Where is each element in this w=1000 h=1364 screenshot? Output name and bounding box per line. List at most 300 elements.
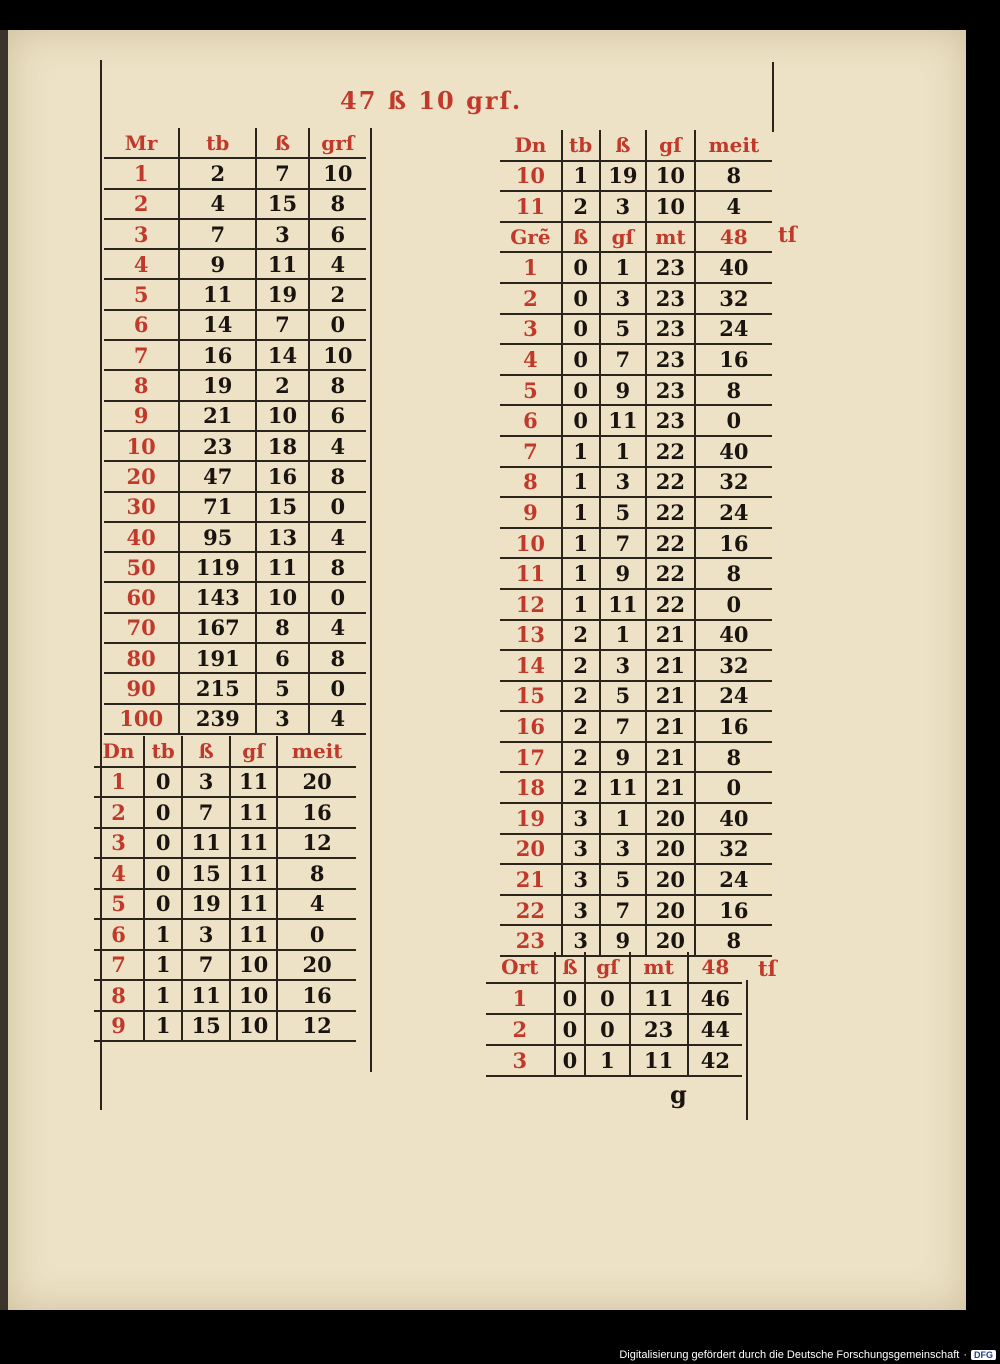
table-row	[94, 919, 356, 950]
column-header: tb	[562, 130, 600, 161]
table-cell: 7	[600, 895, 647, 926]
table-cell: 1	[144, 919, 182, 950]
row-label: 8	[500, 467, 562, 498]
table-row	[486, 1045, 742, 1076]
column-header: Mr	[104, 128, 179, 158]
footer-separator: ·	[963, 1349, 967, 1361]
table-row	[500, 803, 772, 834]
table-cell: 3	[600, 834, 647, 865]
table-cell: 215	[179, 673, 256, 703]
table-cell: 2	[562, 681, 600, 712]
table-cell: 8	[695, 742, 772, 773]
table-cell: 10	[230, 950, 277, 981]
table-cell: 71	[179, 492, 256, 522]
table-cell: 8	[695, 161, 772, 192]
table-cell: 24	[695, 864, 772, 895]
table-cell: 11	[600, 589, 647, 620]
table-cell: 1	[562, 436, 600, 467]
table-cell: 1	[144, 980, 182, 1011]
table-cell: 22	[646, 558, 694, 589]
row-label: 17	[500, 742, 562, 773]
column-header: mt	[646, 222, 694, 253]
row-label: 20	[104, 461, 179, 491]
right-table-right-rule	[746, 980, 748, 1120]
table-row	[500, 314, 772, 345]
table-cell: 0	[309, 310, 366, 340]
table-cell: 6	[309, 219, 366, 249]
table-cell: 15	[256, 492, 308, 522]
footer-text: Digitalisierung gefördert durch die Deutsche Forschungsgemeinschaft	[619, 1349, 960, 1361]
table-cell: 20	[277, 950, 356, 981]
table-cell: 1	[600, 436, 647, 467]
row-label: 30	[104, 492, 179, 522]
row-label: 5	[94, 889, 144, 920]
column-header: ß	[555, 952, 586, 983]
column-header: mt	[630, 952, 688, 983]
table-cell: 9	[600, 558, 647, 589]
table-row	[500, 772, 772, 803]
row-label: 7	[104, 340, 179, 370]
table-cell: 8	[309, 552, 366, 582]
row-label: 3	[94, 828, 144, 859]
table-cell: 32	[695, 834, 772, 865]
table-cell: 7	[182, 950, 229, 981]
row-label: 13	[500, 620, 562, 651]
table-cell: 10	[646, 191, 694, 222]
table-cell: 0	[144, 828, 182, 859]
table-cell: 11	[230, 828, 277, 859]
table-cell: 4	[179, 189, 256, 219]
table-cell: 2	[179, 158, 256, 188]
table-row	[500, 895, 772, 926]
table-cell: 3	[600, 283, 647, 314]
table-cell: 0	[695, 772, 772, 803]
column-header: tb	[179, 128, 256, 158]
table-cell: 24	[695, 681, 772, 712]
column-header: ß	[182, 736, 229, 767]
table-cell: 32	[695, 283, 772, 314]
table-row	[94, 858, 356, 889]
table-cell: 22	[646, 528, 694, 559]
right-frame-rule	[772, 62, 774, 132]
table-cell: 3	[562, 925, 600, 956]
table-cell: 11	[630, 983, 688, 1014]
table-row	[94, 797, 356, 828]
table-cell: 9	[600, 375, 647, 406]
table-cell: 8	[309, 643, 366, 673]
table-cell: 3	[600, 467, 647, 498]
table-row	[500, 620, 772, 651]
column-header: meit	[695, 130, 772, 161]
table-cell: 167	[179, 613, 256, 643]
table-cell: 10	[309, 158, 366, 188]
row-label: 6	[500, 405, 562, 436]
table-cell: 7	[600, 344, 647, 375]
table-cell: 0	[144, 767, 182, 798]
table-cell: 0	[277, 919, 356, 950]
table-cell: 1	[562, 467, 600, 498]
table-cell: 11	[230, 858, 277, 889]
row-label: 20	[500, 834, 562, 865]
row-label: 3	[500, 314, 562, 345]
table-cell: 18	[256, 431, 308, 461]
table-cell: 21	[646, 742, 694, 773]
table-cell: 1	[600, 252, 647, 283]
table-cell: 3	[600, 650, 647, 681]
table-cell: 16	[277, 980, 356, 1011]
table-row	[104, 582, 366, 612]
table-row	[104, 552, 366, 582]
table-cell: 40	[695, 252, 772, 283]
table-mark-values	[104, 128, 366, 735]
table-cell: 22	[646, 467, 694, 498]
row-label: 8	[94, 980, 144, 1011]
row-label: 10	[104, 431, 179, 461]
table-row	[94, 828, 356, 859]
table-cell: 22	[646, 497, 694, 528]
table-cell: 9	[600, 925, 647, 956]
table-cell: 8	[695, 925, 772, 956]
table-cell: 23	[646, 283, 694, 314]
table-cell: 15	[182, 1011, 229, 1042]
table-cell: 10	[230, 980, 277, 1011]
table4-side-note: tſ	[758, 956, 777, 981]
table-cell: 7	[256, 158, 308, 188]
table-cell: 0	[562, 375, 600, 406]
table-cell: 3	[256, 219, 308, 249]
table-cell: 1	[144, 1011, 182, 1042]
table-row	[104, 461, 366, 491]
row-label: 6	[94, 919, 144, 950]
table-row	[104, 158, 366, 188]
table-cell: 23	[646, 405, 694, 436]
row-label: 18	[500, 772, 562, 803]
table-row	[94, 980, 356, 1011]
table-cell: 9	[600, 742, 647, 773]
column-header: Grẽ	[500, 222, 562, 253]
row-label: 4	[104, 249, 179, 279]
row-label: 16	[500, 711, 562, 742]
table-cell: 0	[144, 858, 182, 889]
table-cell: 4	[309, 704, 366, 734]
table-cell: 11	[600, 772, 647, 803]
table-cell: 44	[688, 1014, 742, 1045]
table-cell: 0	[585, 983, 629, 1014]
table-cell: 11	[179, 279, 256, 309]
table-cell: 32	[695, 650, 772, 681]
table-cell: 0	[695, 589, 772, 620]
table-cell: 7	[600, 711, 647, 742]
table3-side-note: tſ	[778, 222, 797, 247]
table-cell: 3	[182, 919, 229, 950]
table-cell: 21	[646, 650, 694, 681]
table-row	[104, 704, 366, 734]
table-row	[104, 370, 366, 400]
table-cell: 0	[695, 405, 772, 436]
table-cell: 0	[562, 344, 600, 375]
row-label: 4	[94, 858, 144, 889]
table-row	[104, 673, 366, 703]
table-row	[104, 643, 366, 673]
row-label: 100	[104, 704, 179, 734]
table-row	[486, 983, 742, 1014]
row-label: 10	[500, 528, 562, 559]
row-label: 5	[500, 375, 562, 406]
table-cell: 4	[695, 191, 772, 222]
table-cell: 15	[182, 858, 229, 889]
table-cell: 23	[646, 252, 694, 283]
row-label: 2	[486, 1014, 555, 1045]
column-header: gſ	[646, 130, 694, 161]
row-label: 90	[104, 673, 179, 703]
table-cell: 7	[182, 797, 229, 828]
table-row	[500, 711, 772, 742]
table-row	[94, 950, 356, 981]
table-cell: 0	[144, 889, 182, 920]
table-cell: 3	[562, 895, 600, 926]
column-header: ß	[256, 128, 308, 158]
table-row	[500, 558, 772, 589]
table-cell: 3	[256, 704, 308, 734]
table-cell: 11	[182, 980, 229, 1011]
column-header: Dn	[94, 736, 144, 767]
table-denarii-values	[94, 736, 356, 1042]
table-row	[500, 191, 772, 222]
table-cell: 8	[695, 558, 772, 589]
table-cell: 4	[309, 613, 366, 643]
table-cell: 95	[179, 522, 256, 552]
table-cell: 12	[277, 828, 356, 859]
table-cell: 16	[695, 344, 772, 375]
page-heading: 47 ß 10 grſ.	[340, 86, 523, 115]
table-row	[104, 401, 366, 431]
table-row	[500, 375, 772, 406]
table-row	[500, 497, 772, 528]
table-cell: 1	[562, 497, 600, 528]
table-row	[104, 613, 366, 643]
table-cell: 143	[179, 582, 256, 612]
row-label: 2	[500, 283, 562, 314]
table-cell: 19	[256, 279, 308, 309]
table-cell: 0	[555, 1014, 586, 1045]
row-label: 7	[500, 436, 562, 467]
table-row	[104, 310, 366, 340]
table-cell: 5	[600, 681, 647, 712]
table-cell: 21	[646, 772, 694, 803]
table-cell: 21	[646, 711, 694, 742]
table-cell: 21	[179, 401, 256, 431]
table-row	[104, 189, 366, 219]
row-label: 11	[500, 191, 562, 222]
table-row	[104, 249, 366, 279]
table-cell: 6	[309, 401, 366, 431]
table-cell: 0	[144, 797, 182, 828]
column-header: ß	[562, 222, 600, 253]
table-cell: 1	[600, 620, 647, 651]
table-cell: 23	[179, 431, 256, 461]
table-cell: 19	[600, 161, 647, 192]
table-cell: 19	[179, 370, 256, 400]
table-cell: 22	[646, 589, 694, 620]
table-row	[104, 431, 366, 461]
table-cell: 40	[695, 620, 772, 651]
table-cell: 3	[182, 767, 229, 798]
row-label: 40	[104, 522, 179, 552]
table-cell: 0	[585, 1014, 629, 1045]
table-row	[104, 522, 366, 552]
table-row	[500, 467, 772, 498]
table-cell: 4	[309, 431, 366, 461]
table-cell: 10	[646, 161, 694, 192]
table-cell: 11	[230, 797, 277, 828]
table-cell: 20	[646, 925, 694, 956]
table-cell: 5	[600, 497, 647, 528]
row-label: 7	[94, 950, 144, 981]
table-cell: 16	[695, 711, 772, 742]
table-row	[104, 492, 366, 522]
row-label: 80	[104, 643, 179, 673]
table-cell: 7	[179, 219, 256, 249]
table-cell: 11	[230, 889, 277, 920]
table-cell: 1	[562, 528, 600, 559]
table-cell: 21	[646, 620, 694, 651]
table-cell: 20	[277, 767, 356, 798]
table-cell: 11	[600, 405, 647, 436]
table-cell: 11	[256, 552, 308, 582]
table-cell: 20	[646, 864, 694, 895]
table-row	[104, 340, 366, 370]
row-label: 9	[94, 1011, 144, 1042]
table-cell: 3	[562, 864, 600, 895]
row-label: 19	[500, 803, 562, 834]
table-cell: 10	[230, 1011, 277, 1042]
row-label: 4	[500, 344, 562, 375]
table-cell: 3	[562, 803, 600, 834]
table-cell: 11	[182, 828, 229, 859]
column-header: Ort	[486, 952, 555, 983]
table-cell: 10	[256, 401, 308, 431]
table-cell: 4	[309, 522, 366, 552]
table-cell: 5	[256, 673, 308, 703]
table-cell: 191	[179, 643, 256, 673]
column-header: 48	[695, 222, 772, 253]
table-cell: 42	[688, 1045, 742, 1076]
table-cell: 0	[562, 405, 600, 436]
table-cell: 0	[562, 252, 600, 283]
table-row	[500, 528, 772, 559]
table-row	[500, 283, 772, 314]
table-row	[94, 767, 356, 798]
column-header: grſ	[309, 128, 366, 158]
table-cell: 2	[562, 650, 600, 681]
table-cell: 19	[182, 889, 229, 920]
table-cell: 0	[309, 582, 366, 612]
table-row	[94, 1011, 356, 1042]
table-cell: 2	[562, 191, 600, 222]
row-label: 3	[486, 1045, 555, 1076]
table-cell: 0	[555, 1045, 586, 1076]
table-row	[104, 219, 366, 249]
table-cell: 119	[179, 552, 256, 582]
row-label: 1	[500, 252, 562, 283]
row-label: 5	[104, 279, 179, 309]
table-cell: 23	[646, 375, 694, 406]
table-row	[500, 834, 772, 865]
table-row	[500, 161, 772, 192]
table-row	[500, 864, 772, 895]
table-cell: 3	[562, 834, 600, 865]
table-cell: 2	[562, 742, 600, 773]
table-row	[94, 889, 356, 920]
table-cell: 7	[256, 310, 308, 340]
table-cell: 32	[695, 467, 772, 498]
table-cell: 2	[309, 279, 366, 309]
row-label: 23	[500, 925, 562, 956]
table-cell: 16	[256, 461, 308, 491]
table-cell: 8	[309, 189, 366, 219]
column-header: gſ	[585, 952, 629, 983]
table-cell: 14	[179, 310, 256, 340]
row-label: 1	[104, 158, 179, 188]
table-cell: 0	[309, 673, 366, 703]
table-cell: 16	[695, 895, 772, 926]
row-label: 22	[500, 895, 562, 926]
row-label: 21	[500, 864, 562, 895]
table-cell: 2	[256, 370, 308, 400]
table-cell: 15	[256, 189, 308, 219]
row-label: 15	[500, 681, 562, 712]
row-label: 2	[94, 797, 144, 828]
row-label: 9	[500, 497, 562, 528]
column-header: Dn	[500, 130, 562, 161]
sub-header-row	[500, 222, 772, 253]
table-cell: 4	[309, 249, 366, 279]
row-label: 8	[104, 370, 179, 400]
table-cell: 24	[695, 314, 772, 345]
table-cell: 0	[562, 283, 600, 314]
table-row	[500, 436, 772, 467]
table-cell: 2	[562, 620, 600, 651]
row-label: 1	[94, 767, 144, 798]
row-label: 70	[104, 613, 179, 643]
table-cell: 20	[646, 803, 694, 834]
table-row	[500, 344, 772, 375]
table-cell: 8	[256, 613, 308, 643]
table-cell: 11	[630, 1045, 688, 1076]
column-header: gſ	[230, 736, 277, 767]
table-cell: 47	[179, 461, 256, 491]
table-cell: 14	[256, 340, 308, 370]
table-cell: 8	[309, 461, 366, 491]
row-label: 60	[104, 582, 179, 612]
table-cell: 9	[179, 249, 256, 279]
table-cell: 16	[179, 340, 256, 370]
table-row	[104, 279, 366, 309]
row-label: 12	[500, 589, 562, 620]
table-cell: 16	[695, 528, 772, 559]
table-cell: 6	[256, 643, 308, 673]
table-cell: 1	[562, 589, 600, 620]
table-cell: 5	[600, 864, 647, 895]
row-label: 9	[104, 401, 179, 431]
table-denarii-continued	[500, 130, 772, 957]
table-cell: 23	[646, 314, 694, 345]
table-cell: 16	[277, 797, 356, 828]
table-cell: 4	[277, 889, 356, 920]
left-table-right-rule	[370, 128, 372, 1072]
footer-credit	[600, 1346, 1000, 1364]
table-row	[500, 405, 772, 436]
